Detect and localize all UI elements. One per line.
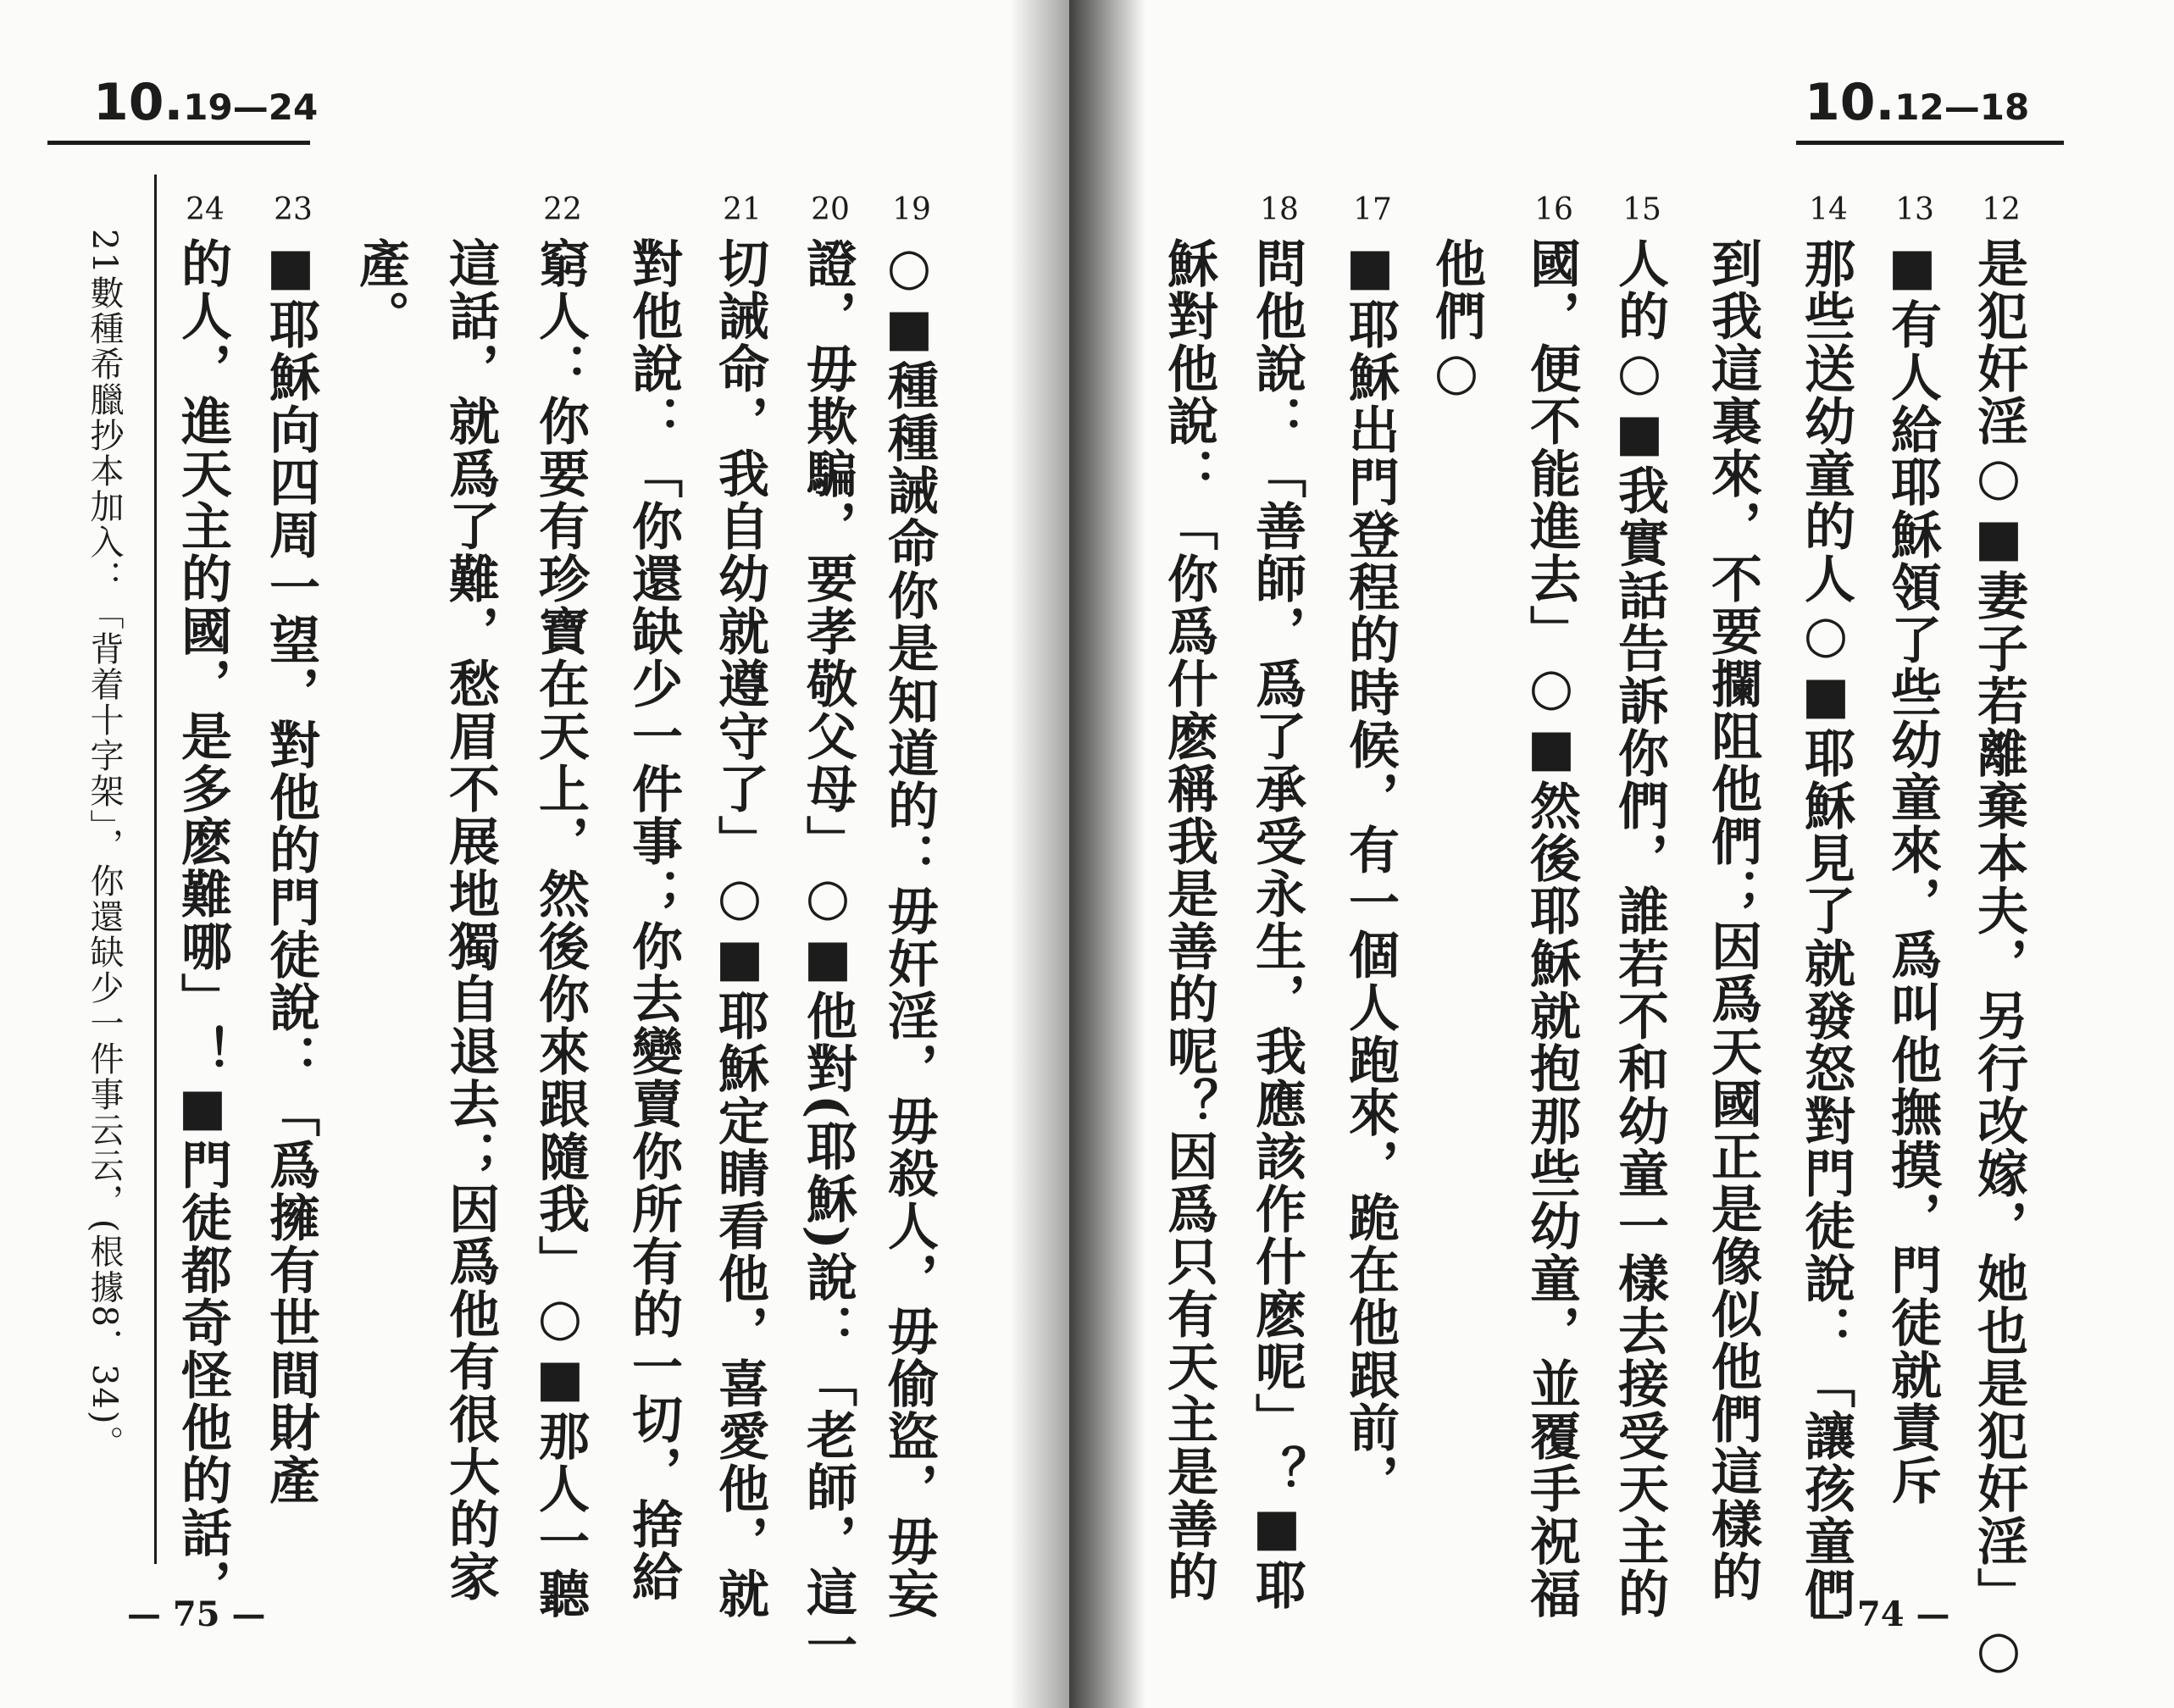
right-header-chapter: 10. [1805,73,1895,132]
verse-text: 證，毋欺騙，要孝敬父母」○■他對(耶穌)說：「老師，這一 [798,237,857,1672]
verse-text: 到我這裏來，不要攔阻他們；因爲天國正是像似他們這樣的 [1703,237,1762,1603]
verse-text: 產。 [351,237,410,342]
verse-column [800,183,861,1672]
verse-number: 23 [274,192,313,227]
verse-column [712,183,773,1620]
verse-number [352,183,413,237]
verse-number: 20 [811,192,850,227]
verse-column [263,183,324,1506]
verse-text: 那些送幼童的人○■耶穌見了就發怒對門徒說：「讓孩童們 [1796,237,1855,1620]
verse-number: 16 [1534,192,1573,227]
verse-text: 人的○■我實話告訴你們，誰若不和幼童一樣去接受天主的 [1610,237,1669,1620]
verse-column [881,183,942,1620]
verse-text: ○■種種誡命你是知道的：毋奸淫，毋殺人，毋偷盜，毋妄 [879,237,939,1620]
verse-text: 國，便不能進去」○■然後耶穌就抱那些幼童，並覆手祝福 [1522,237,1581,1620]
page-number: — 75 — [127,1594,266,1634]
verse-column [532,183,593,1620]
verse-column [1705,183,1766,1603]
verse-column [175,183,236,1611]
verse-column [1523,183,1584,1620]
verse-text: ■有人給耶穌領了些幼童來，爲叫他撫摸，門徒就責斥 [1883,237,1942,1506]
verse-number [625,183,686,237]
verse-text: ■耶穌出門登程的時候，有一個人跑來，跪在他跟前， [1340,237,1400,1506]
verse-text: 這話，就爲了難，愁眉不展地獨自退去；因爲他有很大的家 [441,237,500,1603]
left-header-chapter: 10. [93,73,184,132]
verse-number: 17 [1353,192,1392,227]
verse-column [1971,183,2032,1681]
verse-column [1161,183,1222,1603]
verse-text: 切誡命，我自幼就遵守了」○■耶穌定睛看他，喜愛他，就 [710,237,769,1620]
verse-column [1342,183,1403,1506]
verse-column [352,183,413,342]
verse-number: 18 [1260,192,1299,227]
footnote-divider [154,175,157,1564]
verse-text: 他們○ [1427,237,1486,403]
right-page-header [1805,73,2029,132]
verse-text: ■耶穌向四周一望，對他的門徒說：「爲擁有世間財產 [261,237,320,1506]
left-page [0,0,1069,1708]
verse-number [1428,183,1489,237]
verse-number: 14 [1809,192,1848,227]
verse-text: 穌對他說：「你爲什麽稱我是善的呢？因爲只有天主是善的 [1159,237,1218,1603]
verse-column [442,183,503,1603]
verse-text: 對他說：「你還缺少一件事；你去變賣你所有的一切，捨給 [624,237,683,1603]
footnote [85,229,124,1461]
verse-column [1611,183,1672,1620]
page-number: — 74 — [1811,1594,1950,1634]
verse-number: 19 [892,192,931,227]
footnote-text: 21數種希臘抄本加入：「背着十字架」，你還缺少一件事云云，(根據8．34)。 [85,229,124,1461]
verse-column [625,183,686,1603]
verse-text: 的人，進天主的國，是多麽難哪」！■門徒都奇怪他的話， [173,237,232,1611]
verse-number: 12 [1982,192,2021,227]
verse-number [1705,183,1766,237]
right-header-range: 12—18 [1894,86,2030,128]
verse-column [1798,183,1859,1620]
verse-number: 13 [1895,192,1934,227]
verse-number: 24 [186,192,225,227]
right-page [1069,0,2174,1708]
verse-number: 21 [723,192,762,227]
verse-number [442,183,503,237]
verse-column [1249,183,1310,1611]
left-header-rule [47,141,310,145]
verse-text: 窮人：你要有珍寶在天上，然後你來跟隨我」○■那人一聽 [530,237,590,1620]
verse-number: 22 [543,192,582,227]
left-header-range: 19—24 [183,86,319,128]
verse-number: 15 [1622,192,1661,227]
verse-column [1428,183,1489,403]
right-header-rule [1796,141,2064,145]
verse-column [1884,183,1945,1506]
verse-text: 是犯奸淫○■妻子若離棄本夫，另行改嫁，她也是犯奸淫」○ [1969,237,2028,1681]
verse-text: 問他說：「善師，爲了承受永生，我應該作什麽呢」？■耶 [1247,237,1306,1611]
verse-number [1161,183,1222,237]
left-page-header [93,73,318,132]
